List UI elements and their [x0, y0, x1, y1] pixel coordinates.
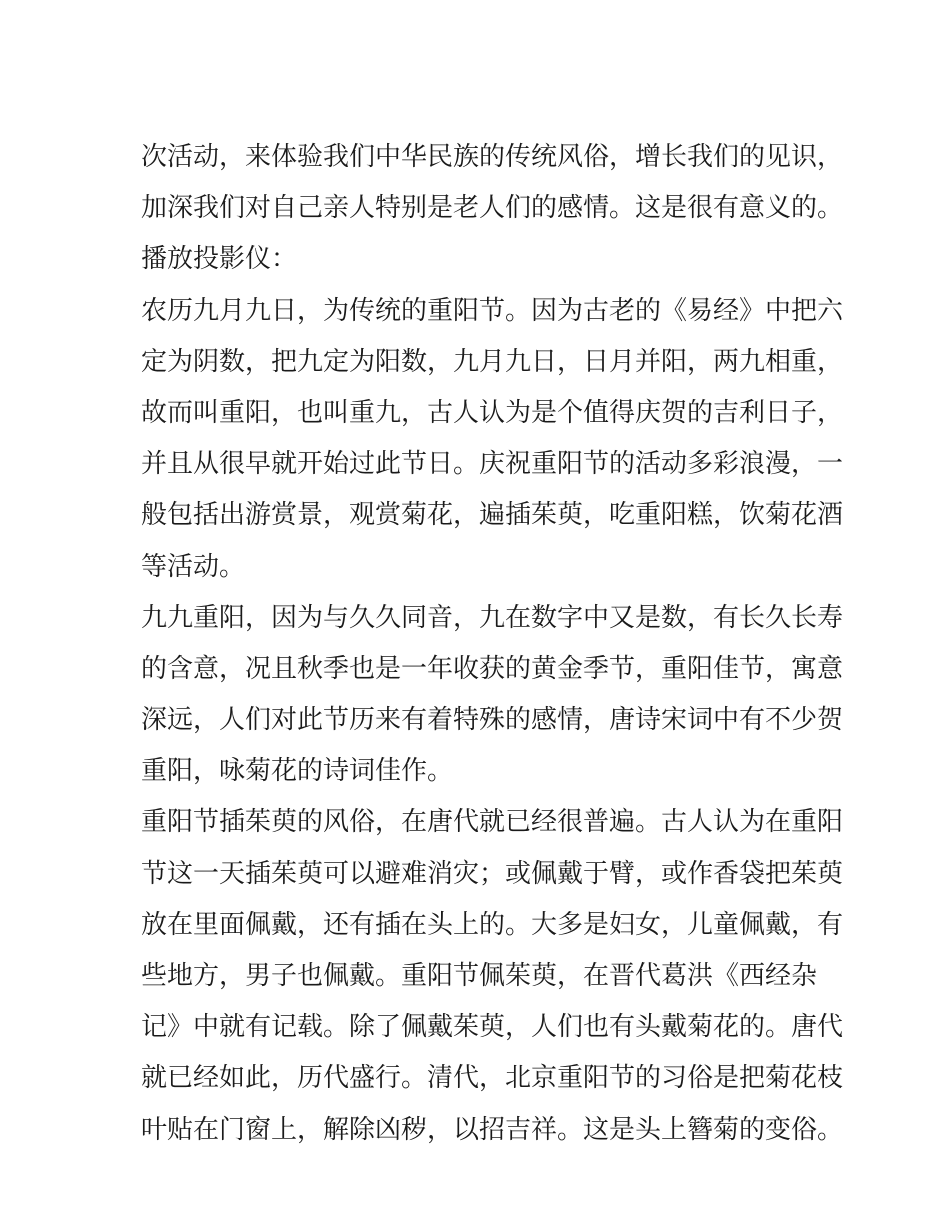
- text-line: 农历九月九日，为传统的重阳节。因为古老的《易经》中把六: [141, 295, 844, 326]
- text-line: 般包括出游赏景，观赏菊花，遍插茱萸，吃重阳糕，饮菊花酒: [141, 500, 844, 531]
- text-line: 些地方，男子也佩戴。重阳节佩茱萸，在晋代葛洪《西经杂: [141, 961, 818, 991]
- text-line: 就已经如此，历代盛行。清代，北京重阳节的习俗是把菊花枝: [141, 1063, 844, 1094]
- text-line: 重阳，咏菊花的诗词佳作。: [141, 756, 454, 787]
- text-line: 深远，人们对此节历来有着特殊的感情，唐诗宋词中有不少贺: [141, 705, 844, 736]
- text-line: 九九重阳，因为与久久同音，九在数字中又是数，有长久长寿: [141, 602, 844, 633]
- text-line: 放在里面佩戴，还有插在头上的。大多是妇女，儿童佩戴，有: [141, 909, 844, 940]
- text-line: 重阳节插茱萸的风俗，在唐代就已经很普遍。古人认为在重阳: [141, 807, 844, 838]
- text-line: 叶贴在门窗上，解除凶秽，以招吉祥。这是头上簪菊的变俗。: [141, 1114, 844, 1145]
- text-line: 的含意，况且秋季也是一年收获的黄金季节，重阳佳节，寓意: [141, 653, 844, 684]
- text-line: 并且从很早就开始过此节日。庆祝重阳节的活动多彩浪漫，一: [141, 449, 844, 480]
- text-line: 节这一天插茱萸可以避难消灾；或佩戴于臂，或作香袋把茱萸: [141, 858, 844, 889]
- text-line: 加深我们对自己亲人特别是老人们的感情。这是很有意义的。: [141, 193, 844, 224]
- text-line: 次活动，来体验我们中华民族的传统风俗，增长我们的见识，: [141, 142, 844, 172]
- text-line: 定为阴数，把九定为阳数，九月九日，日月并阳，两九相重，: [141, 346, 844, 377]
- text-line: 等活动。: [141, 551, 246, 582]
- text-line: 播放投影仪：: [141, 244, 298, 275]
- text-line: 故而叫重阳，也叫重九，古人认为是个值得庆贺的吉利日子，: [141, 397, 844, 428]
- text-line: 记》中就有记载。除了佩戴茱萸，人们也有头戴菊花的。唐代: [141, 1012, 844, 1043]
- document-page: [141, 132, 844, 1156]
